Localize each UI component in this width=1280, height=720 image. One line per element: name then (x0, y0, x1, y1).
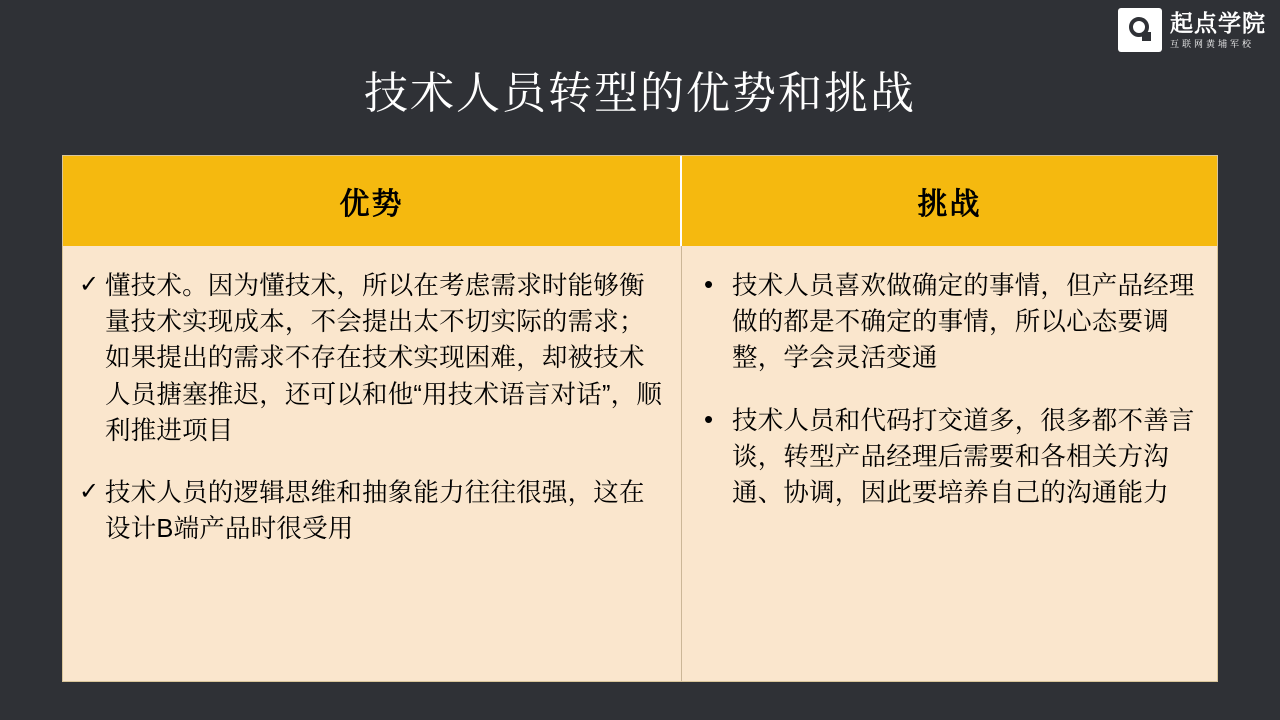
q-logo-icon (1118, 8, 1162, 52)
table-body-row (63, 246, 1217, 681)
advantages-list (77, 268, 669, 547)
comparison-table (62, 155, 1218, 682)
list-item: • 技术人员喜欢做确定的事情，但产品经理做的都是不确定的事情，所以心态要调整，学会灵活变通 (700, 268, 1205, 377)
page-title: 技术人员转型的优势和挑战 (364, 69, 916, 119)
brand-name: 起点学院 (1170, 9, 1266, 36)
challenges-list (700, 268, 1205, 511)
list-item: ✓ 技术人员的逻辑思维和抽象能力往往很强，这在设计B端产品时很受用 (77, 475, 669, 547)
brand-tagline: 互联网黄埔军校 (1170, 38, 1255, 49)
list-item: • 技术人员和代码打交道多，很多都不善言谈，转型产品经理后需要和各相关方沟通、协调，因此要培养自己的沟通能力 (700, 403, 1205, 512)
list-item: ✓ 懂技术。因为懂技术，所以在考虑需求时能够衡量技术实现成本，不会提出太不切实际的需求；如果提出的需求不存在技术实现困难，却被技术人员搪塞推迟，还可以和他“用技术语言对话”，顺利推进项目 (77, 268, 669, 449)
table-cell-challenges (682, 246, 1217, 681)
table-header-advantages: 优势 (63, 156, 682, 246)
table-cell-advantages (63, 246, 682, 681)
table-header-row (63, 156, 1217, 246)
brand-logo-text (1170, 9, 1266, 49)
table-header-challenges: 挑战 (682, 156, 1217, 246)
brand-logo (1118, 8, 1266, 52)
